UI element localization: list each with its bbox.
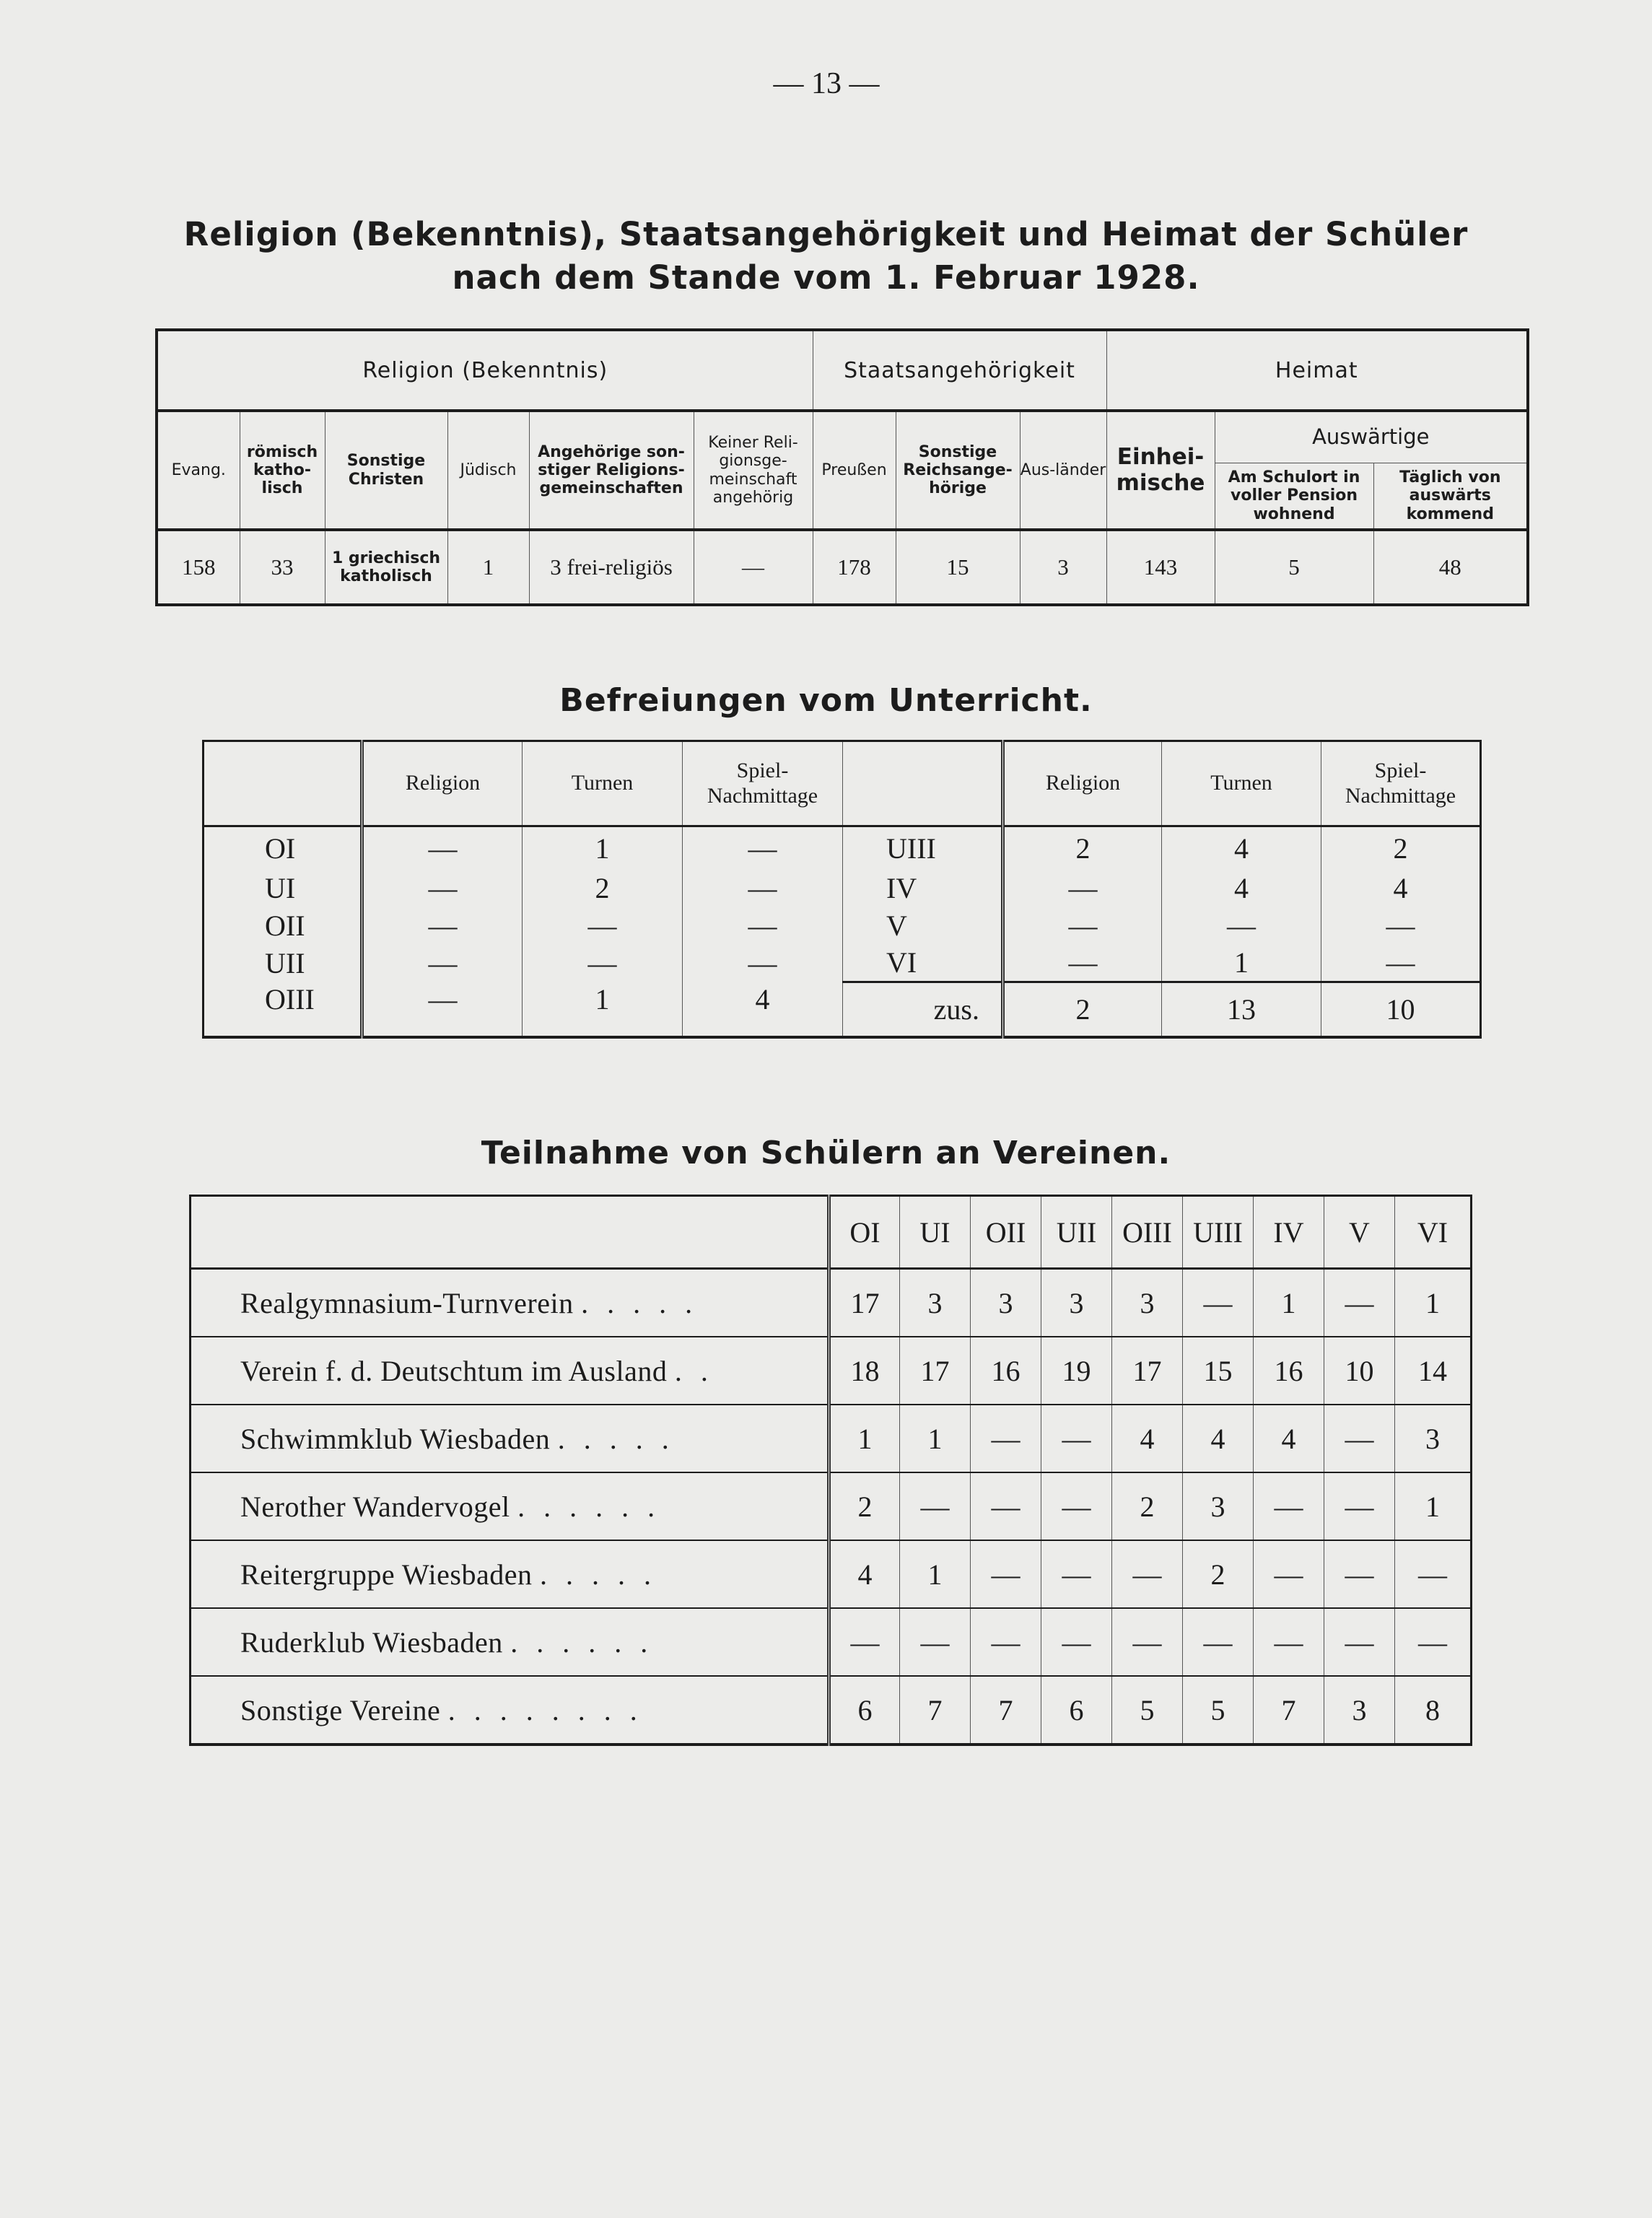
cell-oi: 17	[829, 1269, 900, 1337]
class-label: OIII	[204, 982, 362, 1037]
page-title-line-2: nach dem Stande vom 1. Februar 1928.	[452, 258, 1200, 297]
table-row	[191, 1540, 1472, 1608]
cell-uiii: —	[1183, 1269, 1254, 1337]
total-religion: 2	[1003, 982, 1162, 1037]
cell-religion: —	[362, 907, 523, 945]
cell-uiii: 3	[1183, 1472, 1254, 1540]
cell-v: 10	[1324, 1337, 1395, 1405]
cell-oii: 16	[971, 1337, 1041, 1405]
header-spiel-right: Spiel-Nachmittage	[1321, 741, 1481, 826]
header-class: V	[1324, 1196, 1395, 1269]
cell-v: —	[1324, 1405, 1395, 1472]
cell-turnen: 4	[1162, 870, 1321, 907]
leader-dots: . . . . .	[557, 1422, 675, 1455]
verein-name	[191, 1337, 829, 1405]
cell-ui: 3	[900, 1269, 971, 1337]
value-sonstige-religion: 3 frei-religiös	[529, 530, 694, 605]
cell-religion: —	[1003, 907, 1162, 945]
cell-uiii: —	[1183, 1608, 1254, 1676]
header-spiel-left: Spiel-Nachmittage	[683, 741, 843, 826]
cell-vi: 1	[1395, 1472, 1472, 1540]
table-row	[191, 1269, 1472, 1337]
table-row	[191, 1608, 1472, 1676]
cell-spiel: —	[1321, 907, 1481, 945]
section-title-vereine: Teilnahme von Schülern an Vereinen.	[481, 1135, 1171, 1171]
value-pension: 5	[1215, 530, 1373, 605]
verein-label: Verein f. d. Deutschtum im Ausland	[240, 1354, 668, 1387]
class-label: OII	[204, 907, 362, 945]
religion-citizenship-table	[155, 328, 1529, 606]
cell-iv: —	[1254, 1540, 1324, 1608]
header-auslaender: Aus-länder	[1020, 411, 1106, 530]
cell-v: —	[1324, 1608, 1395, 1676]
cell-oi: 1	[829, 1405, 900, 1472]
value-taeglich: 48	[1373, 530, 1528, 605]
cell-spiel: 4	[1321, 870, 1481, 907]
table-row	[191, 1676, 1472, 1745]
cell-spiel: 4	[683, 982, 843, 1037]
header-class: OI	[829, 1196, 900, 1269]
verein-label: Ruderklub Wiesbaden	[240, 1625, 503, 1659]
cell-uii: —	[1041, 1608, 1112, 1676]
cell-oi: 2	[829, 1472, 900, 1540]
cell-spiel: —	[1321, 945, 1481, 982]
header-class: IV	[1254, 1196, 1324, 1269]
cell-oi: 4	[829, 1540, 900, 1608]
cell-turnen: 4	[1162, 826, 1321, 870]
cell-religion: 2	[1003, 826, 1162, 870]
cell-turnen: —	[523, 907, 683, 945]
cell-oiii: 3	[1112, 1269, 1183, 1337]
header-preussen: Preußen	[813, 411, 896, 530]
cell-turnen: 2	[523, 870, 683, 907]
leader-dots: . .	[674, 1354, 714, 1387]
header-einheimische: Einhei-mische	[1106, 411, 1215, 530]
cell-v: —	[1324, 1540, 1395, 1608]
cell-vi: 14	[1395, 1337, 1472, 1405]
verein-label: Sonstige Vereine	[240, 1693, 441, 1726]
cell-vi: 3	[1395, 1405, 1472, 1472]
verein-label: Schwimmklub Wiesbaden	[240, 1422, 551, 1455]
cell-oiii: —	[1112, 1540, 1183, 1608]
cell-iv: 16	[1254, 1337, 1324, 1405]
total-turnen: 13	[1162, 982, 1321, 1037]
cell-religion: —	[362, 826, 523, 870]
cell-oiii: 4	[1112, 1405, 1183, 1472]
vereine-table	[189, 1195, 1472, 1746]
leader-dots: . . . . . .	[517, 1490, 661, 1523]
class-label: UI	[204, 870, 362, 907]
class-label: OI	[204, 826, 362, 870]
cell-iv: —	[1254, 1608, 1324, 1676]
cell-oiii: 5	[1112, 1676, 1183, 1745]
header-sonstige-reichsangehoerige: Sonstige Reichsange-hörige	[896, 411, 1020, 530]
cell-turnen: 1	[523, 826, 683, 870]
verein-name	[191, 1269, 829, 1337]
value-juedisch: 1	[447, 530, 529, 605]
page-number: — 13 —	[773, 67, 880, 100]
group-staatsangehoerigkeit: Staatsangehörigkeit	[813, 330, 1106, 411]
cell-oii: 3	[971, 1269, 1041, 1337]
cell-spiel: —	[683, 907, 843, 945]
table-row	[191, 1405, 1472, 1472]
class-label: IV	[843, 870, 1003, 907]
cell-oi: 6	[829, 1676, 900, 1745]
cell-turnen: —	[1162, 907, 1321, 945]
cell-ui: 1	[900, 1405, 971, 1472]
cell-turnen: —	[523, 945, 683, 982]
verein-name	[191, 1472, 829, 1540]
value-sonstige-christen: 1 griechisch katholisch	[325, 530, 447, 605]
cell-uii: —	[1041, 1540, 1112, 1608]
verein-label: Nerother Wandervogel	[240, 1490, 510, 1523]
verein-label: Realgymnasium-Turnverein	[240, 1286, 574, 1319]
header-pension: Am Schulort in voller Pension wohnend	[1215, 463, 1373, 531]
cell-oii: —	[971, 1472, 1041, 1540]
total-spiel: 10	[1321, 982, 1481, 1037]
cell-uiii: 15	[1183, 1337, 1254, 1405]
header-sonstige-religion: Angehörige son-stiger Religions-gemeinschaften	[529, 411, 694, 530]
cell-uiii: 5	[1183, 1676, 1254, 1745]
cell-vi: —	[1395, 1608, 1472, 1676]
class-label: UII	[204, 945, 362, 982]
cell-oi: 18	[829, 1337, 900, 1405]
group-religion: Religion (Bekenntnis)	[157, 330, 813, 411]
vereine-rows	[191, 1269, 1472, 1745]
value-roemisch-katholisch: 33	[240, 530, 325, 605]
header-sonstige-christen: Sonstige Christen	[325, 411, 447, 530]
cell-religion: —	[1003, 870, 1162, 907]
cell-oiii: 17	[1112, 1337, 1183, 1405]
verein-label: Reitergruppe Wiesbaden	[240, 1558, 533, 1591]
value-evang: 158	[157, 530, 240, 605]
cell-iv: 1	[1254, 1269, 1324, 1337]
cell-oii: —	[971, 1540, 1041, 1608]
cell-v: —	[1324, 1269, 1395, 1337]
header-taeglich: Täglich von auswärts kommend	[1373, 463, 1528, 531]
cell-uii: 6	[1041, 1676, 1112, 1745]
header-blank-right	[843, 741, 1003, 826]
header-religion-right: Religion	[1003, 741, 1162, 826]
total-label: zus.	[843, 982, 1003, 1037]
cell-religion: —	[362, 982, 523, 1037]
cell-vi: —	[1395, 1540, 1472, 1608]
cell-v: 3	[1324, 1676, 1395, 1745]
cell-uii: 3	[1041, 1269, 1112, 1337]
value-preussen: 178	[813, 530, 896, 605]
group-heimat: Heimat	[1106, 330, 1528, 411]
cell-uii: —	[1041, 1405, 1112, 1472]
cell-ui: 17	[900, 1337, 971, 1405]
cell-ui: —	[900, 1608, 971, 1676]
cell-religion: —	[362, 945, 523, 982]
header-class: UI	[900, 1196, 971, 1269]
header-class: OIII	[1112, 1196, 1183, 1269]
cell-oii: 7	[971, 1676, 1041, 1745]
header-evang: Evang.	[157, 411, 240, 530]
leader-dots: . . . . . .	[510, 1625, 654, 1659]
cell-spiel: —	[683, 826, 843, 870]
leader-dots: . . . . . . . .	[447, 1693, 643, 1726]
cell-oii: —	[971, 1405, 1041, 1472]
header-class: VI	[1395, 1196, 1472, 1269]
section-title-befreiungen: Befreiungen vom Unterricht.	[559, 682, 1093, 719]
table-row	[191, 1472, 1472, 1540]
cell-turnen: 1	[523, 982, 683, 1037]
cell-uiii: 2	[1183, 1540, 1254, 1608]
class-label: VI	[843, 945, 1003, 982]
value-auslaender: 3	[1020, 530, 1106, 605]
verein-name	[191, 1405, 829, 1472]
cell-spiel: —	[683, 945, 843, 982]
header-class: UII	[1041, 1196, 1112, 1269]
verein-name	[191, 1676, 829, 1745]
leader-dots: . . . . .	[539, 1558, 657, 1591]
cell-turnen: 1	[1162, 945, 1321, 982]
cell-vi: 8	[1395, 1676, 1472, 1745]
header-turnen-right: Turnen	[1162, 741, 1321, 826]
page-title-line-1: Religion (Bekenntnis), Staatsangehörigkeit und Heimat der Schüler	[183, 215, 1469, 253]
cell-ui: 7	[900, 1676, 971, 1745]
cell-uii: —	[1041, 1472, 1112, 1540]
cell-religion: —	[1003, 945, 1162, 982]
value-einheimische: 143	[1106, 530, 1215, 605]
header-religion-left: Religion	[362, 741, 523, 826]
header-verein-blank	[191, 1196, 829, 1269]
header-class: OII	[971, 1196, 1041, 1269]
cell-spiel: —	[683, 870, 843, 907]
befreiungen-table	[202, 740, 1482, 1039]
cell-uii: 19	[1041, 1337, 1112, 1405]
cell-oiii: 2	[1112, 1472, 1183, 1540]
header-auswaertige: Auswärtige	[1215, 411, 1528, 463]
header-juedisch: Jüdisch	[447, 411, 529, 530]
cell-religion: —	[362, 870, 523, 907]
table-row	[191, 1337, 1472, 1405]
cell-v: —	[1324, 1472, 1395, 1540]
header-blank-left	[204, 741, 362, 826]
cell-oiii: —	[1112, 1608, 1183, 1676]
cell-iv: 7	[1254, 1676, 1324, 1745]
header-roemisch-katholisch: römisch katho-lisch	[240, 411, 325, 530]
cell-ui: 1	[900, 1540, 971, 1608]
cell-ui: —	[900, 1472, 971, 1540]
header-class: UIII	[1183, 1196, 1254, 1269]
cell-iv: 4	[1254, 1405, 1324, 1472]
verein-name	[191, 1540, 829, 1608]
cell-uiii: 4	[1183, 1405, 1254, 1472]
verein-name	[191, 1608, 829, 1676]
cell-vi: 1	[1395, 1269, 1472, 1337]
cell-iv: —	[1254, 1472, 1324, 1540]
value-sonstige-reichsangehoerige: 15	[896, 530, 1020, 605]
cell-spiel: 2	[1321, 826, 1481, 870]
cell-oi: —	[829, 1608, 900, 1676]
value-keiner-religion: —	[694, 530, 813, 605]
header-turnen-left: Turnen	[523, 741, 683, 826]
header-keiner-religion: Keiner Reli-gionsge-meinschaft angehörig	[694, 411, 813, 530]
cell-oii: —	[971, 1608, 1041, 1676]
class-label: UIII	[843, 826, 1003, 870]
leader-dots: . . . . .	[581, 1286, 699, 1319]
class-label: V	[843, 907, 1003, 945]
